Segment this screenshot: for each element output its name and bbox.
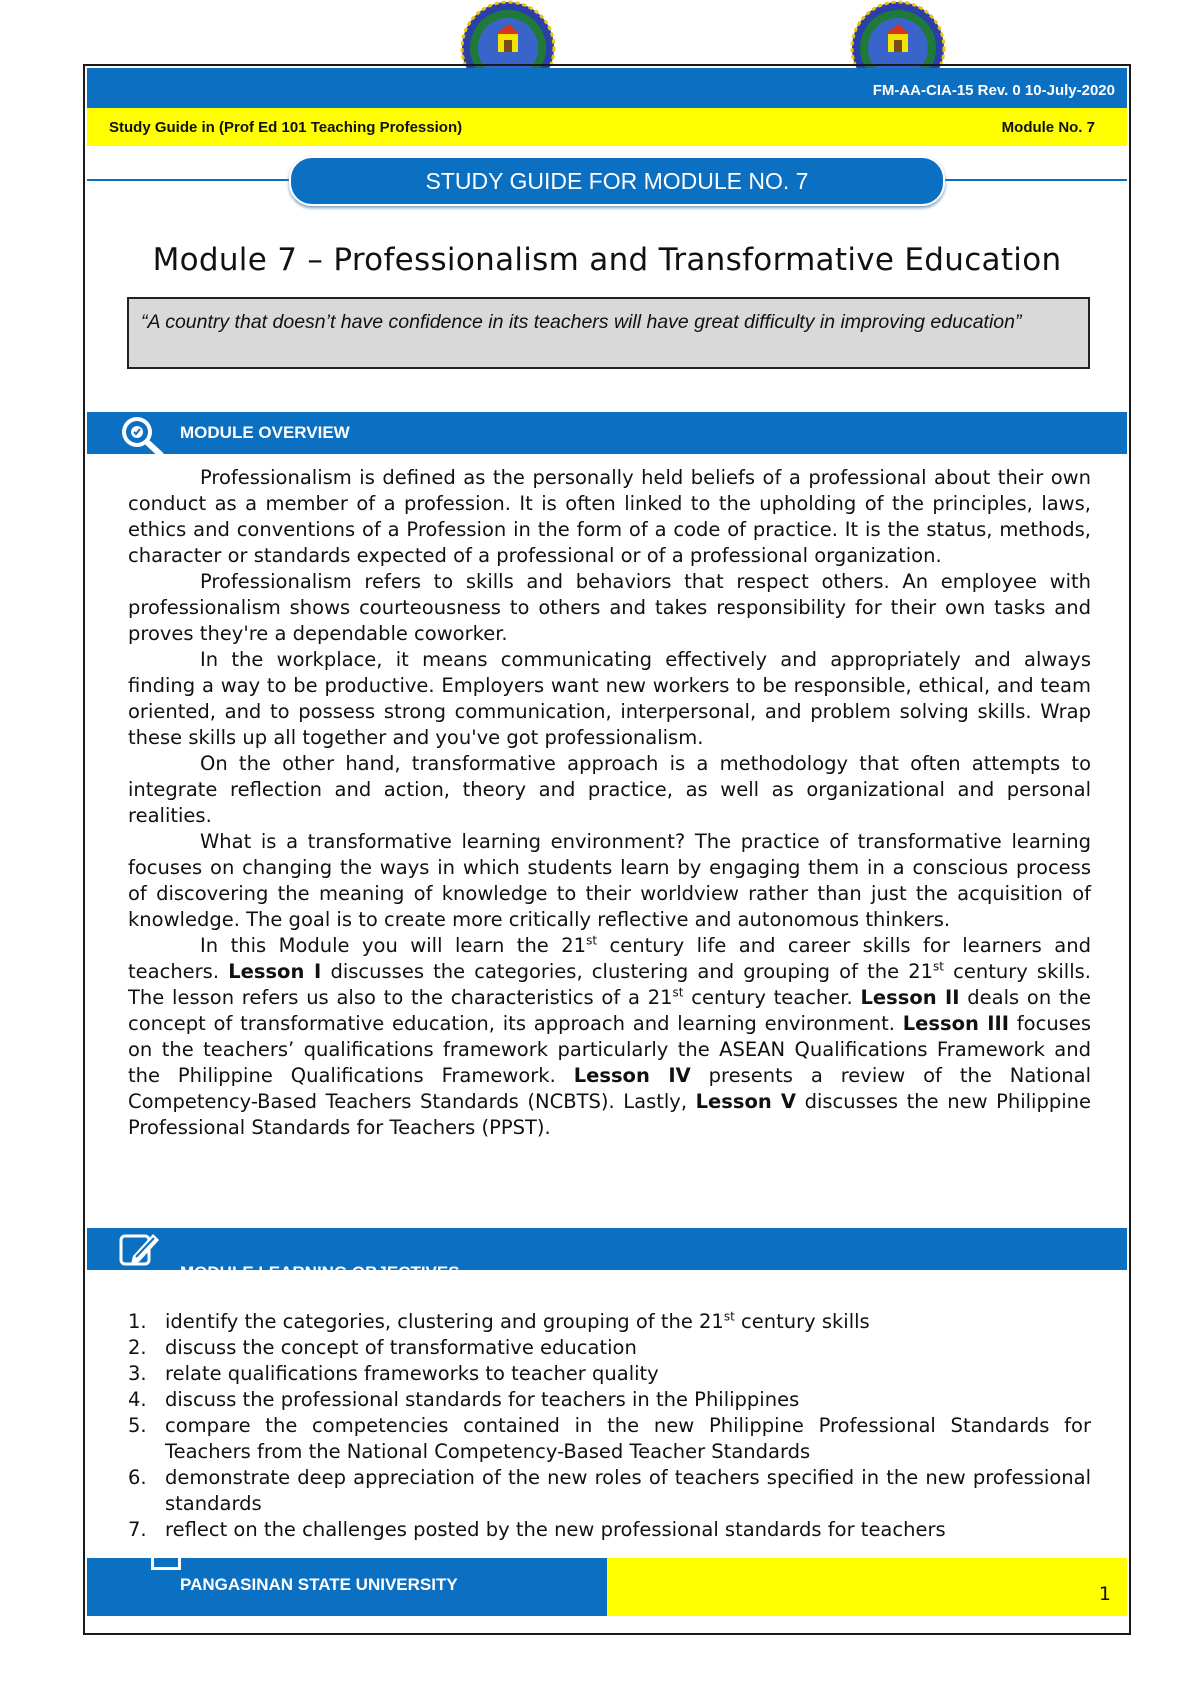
document-icon — [151, 1558, 181, 1570]
footer-yellow-band — [607, 1558, 1127, 1616]
page-frame — [83, 64, 1131, 1635]
module-overview-bar — [87, 412, 1127, 454]
objective-item: 2. discuss the concept of transformative education — [128, 1336, 637, 1359]
university-name: PANGASINAN STATE UNIVERSITY — [180, 1575, 458, 1594]
lesson-label: Lesson IV — [573, 1064, 691, 1087]
header-yellow-band — [87, 108, 1127, 146]
lesson-label: Lesson III — [902, 1012, 1010, 1035]
lesson-label: Lesson V — [695, 1090, 797, 1113]
overview-paragraph: Professionalism refers to skills and behaviors that respect others. An employee with professionalism shows courteousness to others and takes responsibility for their own tasks and proves they're a dependable coworker. — [128, 570, 1091, 645]
overview-paragraph: Professionalism is defined as the personally held beliefs of a professional about their own conduct as a member of a profession. It is often linked to the upholding of the principles, laws, ethics and conventions of a Profession in the form of a code of practice. It is the status, methods, character or standards expected of a professional or of a professional organization. — [128, 466, 1091, 567]
form-code: FM-AA-CIA-15 Rev. 0 10-July-2020 — [872, 82, 1115, 99]
university-seal-left — [460, 0, 556, 62]
footer-blue-band — [87, 1558, 607, 1616]
objective-item: 4. discuss the professional standards for teachers in the Philippines — [128, 1388, 800, 1411]
lesson-label: Lesson I — [228, 960, 322, 983]
overview-paragraph-lessons: In this Module you will learn the 21st century life and career skills for learners and teachers. Lesson I discusses the categories, clustering and grouping of the 21st century skills. The lesson refers us also to the characteristics of a 21st century teacher. Lesson II deals on the concept of transformative education, its approach and learning environment. Lesson III focuses on the teachers’ qualifications framework particularly the ASEAN Qualifications Framework and the Philippine Qualifications Framework. Lesson IV presents a review of the National Competency-Based Teachers Standards (NCBTS). Lastly, Lesson V discusses the new Philippine Professional Standards for Teachers (PPST). — [128, 933, 1092, 1139]
header-blue-band — [87, 68, 1127, 108]
module-objectives-heading: MODULE LEARNING OBJECTIVES — [180, 1263, 460, 1282]
module-number-label: Module No. 7 — [1001, 119, 1095, 136]
objectives-list — [128, 1309, 1091, 1543]
study-guide-banner: STUDY GUIDE FOR MODULE NO. 7 — [289, 156, 945, 206]
objective-item: 1. identify the categories, clustering and grouping of the 21st century skills — [128, 1309, 870, 1333]
objective-item: 6. demonstrate deep appreciation of the new roles of teachers specified in the new professional standards — [128, 1466, 1091, 1515]
overview-paragraph: What is a transformative learning environment? The practice of transformative learning focuses on changing the ways in which students learn by engaging them in a conscious process of discovering the meaning of knowledge to their worldview rather than just the acquisition of knowledge. The goal is to create more critically reflective and autonomous thinkers. — [128, 830, 1091, 931]
lesson-label: Lesson II — [860, 986, 960, 1009]
module-objectives-bar — [87, 1228, 1127, 1282]
objective-item: 3. relate qualifications frameworks to teacher quality — [128, 1362, 659, 1385]
quote-box: “A country that doesn’t have confidence in its teachers will have great difficulty in improving education” — [127, 297, 1090, 369]
overview-paragraph: In the workplace, it means communicating effectively and appropriately and always finding a way to be productive. Employers want new workers to be responsible, ethical, and team oriented, and to possess strong communication, interpersonal, and problem solving skills. Wrap these skills up all together and you've got professionalism. — [128, 648, 1091, 749]
module-title: Module 7 – Professionalism and Transformative Education — [152, 242, 1062, 278]
objective-item: 5. compare the competencies contained in the new Philippine Professional Standards for Teachers from the National Competency-Based Teacher Standards — [128, 1414, 1091, 1463]
overview-paragraph: On the other hand, transformative approach is a methodology that often attempts to integrate reflection and action, theory and practice, as well as organizational and personal realities. — [128, 752, 1091, 827]
module-overview-heading: MODULE OVERVIEW — [180, 423, 350, 442]
module-overview-text — [128, 465, 1091, 1141]
pencil-edit-icon — [117, 1230, 165, 1274]
magnifier-icon — [119, 415, 167, 459]
university-seal-right — [850, 0, 946, 62]
objective-item: 7. reflect on the challenges posted by the new professional standards for teachers — [128, 1518, 946, 1541]
page-number: 1 — [1098, 1583, 1111, 1605]
study-guide-label: Study Guide in (Prof Ed 101 Teaching Profession) — [109, 119, 463, 136]
